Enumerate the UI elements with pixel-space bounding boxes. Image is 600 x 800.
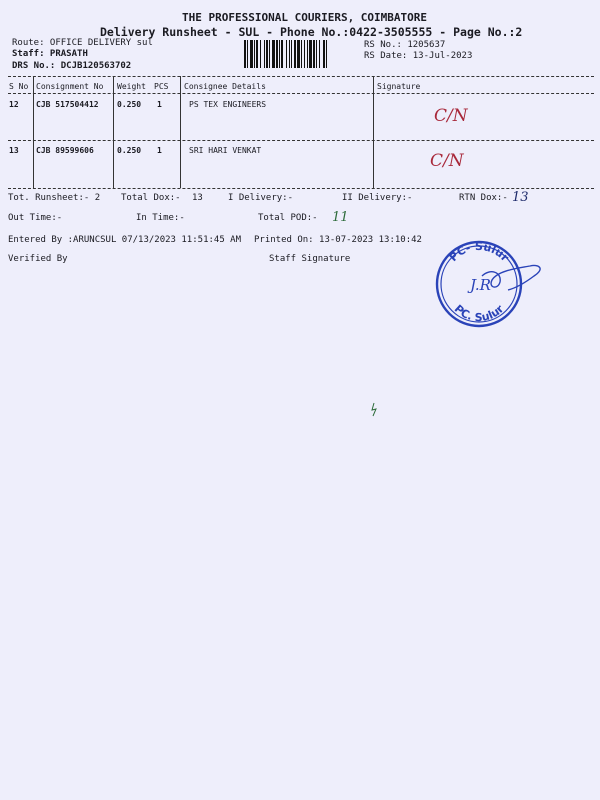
total-dox-value: 13	[192, 193, 203, 203]
col-header-sno: S No	[9, 82, 29, 91]
i-delivery-label: I Delivery:-	[228, 193, 294, 203]
table-row-signature: C/N	[430, 151, 464, 171]
rs-date: RS Date: 13-Jul-2023	[364, 51, 473, 61]
runsheet-title: Delivery Runsheet - SUL - Phone No.:0422-3505555 - Page No.:2	[100, 25, 523, 39]
drs-number: DRS No.: DCJB120563702	[12, 61, 132, 71]
office-stamp	[430, 238, 560, 330]
col-header-consignment: Consignment No	[36, 82, 104, 91]
rtn-dox-label: RTN Dox:-	[459, 193, 508, 203]
out-time-label: Out Time:-	[8, 213, 63, 223]
table-row-pcs: 1	[157, 100, 162, 109]
stamp-top-text: PC- Sulur	[446, 239, 512, 265]
company-title: THE PROFESSIONAL COURIERS, COIMBATORE	[182, 11, 428, 24]
tot-runsheet: Tot. Runsheet:- 2	[8, 193, 101, 203]
barcode	[244, 40, 358, 68]
table-row-consignee: SRI HARI VENKAT	[189, 146, 262, 155]
col-divider	[33, 76, 34, 188]
table-top-rule	[8, 76, 594, 77]
total-dox-label: Total Dox:-	[121, 193, 181, 203]
printed-on: Printed On: 13-07-2023 13:10:42	[254, 235, 422, 245]
col-divider	[180, 76, 181, 188]
table-row-pcs: 1	[157, 146, 162, 155]
in-time-label: In Time:-	[136, 213, 185, 223]
col-header-signature: Signature	[377, 82, 421, 91]
table-row-consignee: PS TEX ENGINEERS	[189, 100, 267, 109]
col-header-consignee: Consignee Details	[184, 82, 266, 91]
staff-label: Staff: PRASATH	[12, 49, 88, 59]
staff-signature-label: Staff Signature	[269, 254, 351, 264]
entered-by: Entered By :ARUNCSUL 07/13/2023 11:51:45 AM	[8, 235, 241, 245]
table-row-weight: 0.250	[117, 100, 142, 109]
col-divider	[113, 76, 114, 188]
route-label: Route: OFFICE DELIVERY sul	[12, 38, 153, 48]
rs-number: RS No.: 1205637	[364, 40, 446, 50]
row-rule	[8, 140, 594, 141]
table-row-consignment: CJB 89599606	[36, 146, 94, 155]
total-pod-value: 11	[332, 210, 349, 225]
ii-delivery-label: II Delivery:-	[342, 193, 413, 203]
stamp-initials: J.R	[470, 276, 491, 294]
table-row-sno: 12	[9, 100, 19, 109]
col-header-weight: Weight	[117, 82, 146, 91]
col-divider	[373, 76, 374, 188]
table-row-signature: C/N	[434, 106, 468, 126]
verified-by-label: Verified By	[8, 254, 68, 264]
rtn-dox-value: 13	[512, 190, 529, 205]
table-header-rule	[8, 93, 594, 94]
col-header-pcs: PCS	[154, 82, 169, 91]
stamp-bottom-text: PC. Sulur	[451, 302, 507, 325]
table-bottom-rule	[8, 188, 594, 189]
svg-text:PC- Sulur	[447, 240, 512, 265]
total-pod-label: Total POD:-	[258, 213, 318, 223]
table-row-weight: 0.250	[117, 146, 142, 155]
pen-mark	[368, 402, 380, 418]
table-row-sno: 13	[9, 146, 19, 155]
table-row-consignment: CJB 517504412	[36, 100, 99, 109]
